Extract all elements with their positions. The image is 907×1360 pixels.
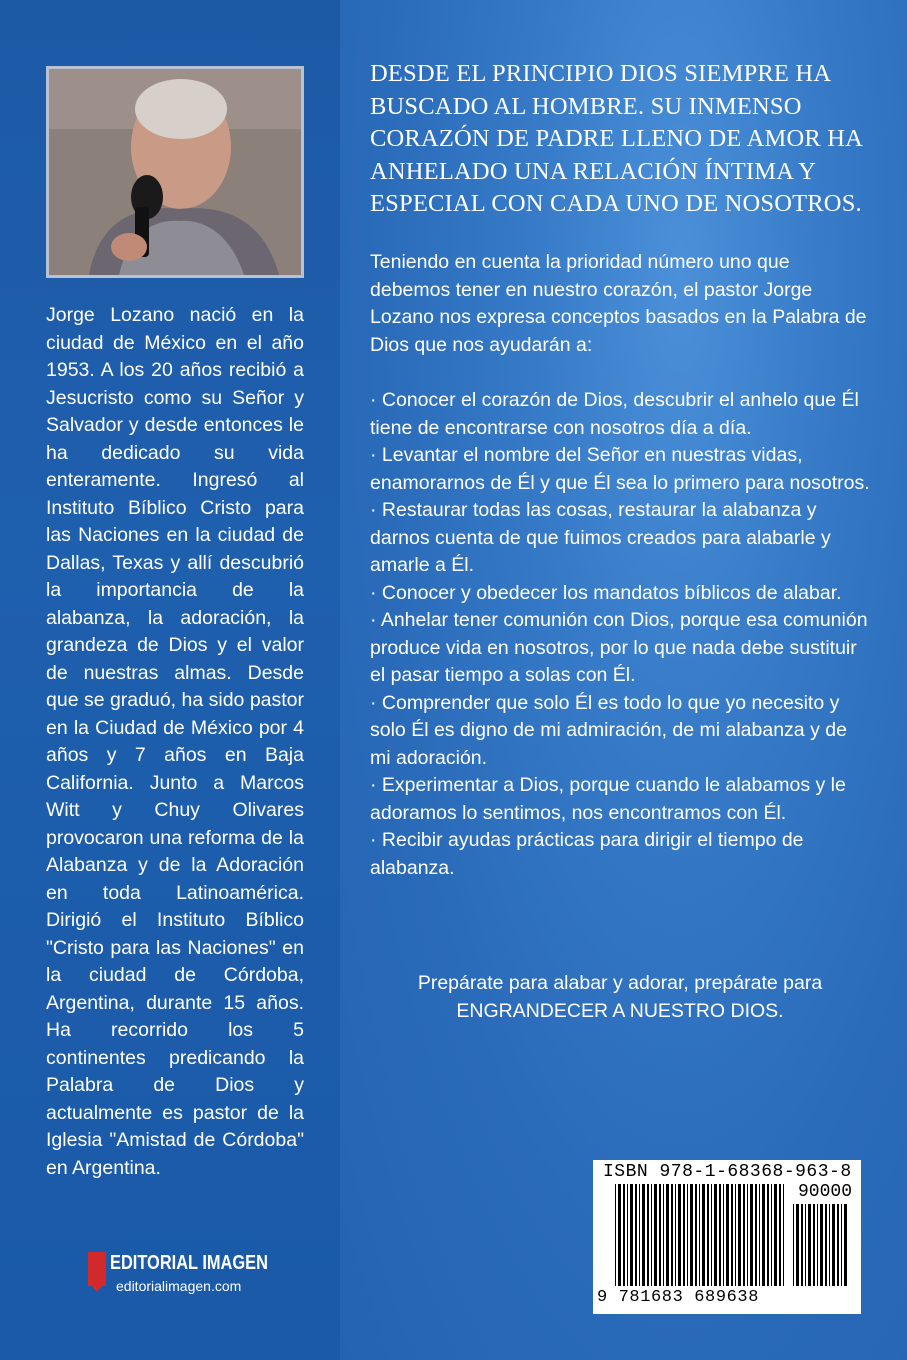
barcode-bar [726,1184,729,1286]
isbn-barcode [593,1160,861,1314]
barcode-bar [659,1184,661,1286]
barcode-bar [808,1204,811,1286]
barcode-bar [750,1184,753,1286]
author-bio: Jorge Lozano nació en la ciudad de México en el año 1953. A los 20 años recibió a Jesucristo como su Señor y Salvador y desde entonces le ha dedicado su vida enteramente. Ingresó al Instituto Bíblico Cristo para las Naciones en la ciudad de Dallas, Texas y allí descubrió la importancia de la alabanza, la adoración, la grandeza de Dios y el valor de nuestras almas. Desde que se graduó, ha sido pastor en la Ciudad de México por 4 años y 7 años en Baja California. Junto a Marcos Witt y Chuy Olivares provocaron una reforma de la Alabanza y de la Adoración en toda Latinoamérica. Dirigió el Instituto Bíblico "Cristo para las Naciones" en la ciudad de Córdoba, Argentina, durante 15 años. Ha recorrido los 5 continentes predicando la Palabra de Dios y actualmente es pastor de la Iglesia "Amistad de Córdoba" en Argentina. [46,304,305,1179]
barcode-bar [805,1204,806,1286]
barcode-bar [647,1184,649,1286]
publisher-name: EDITORIAL IMAGEN [110,1252,268,1274]
closing-line-1: Prepárate para alabar y adorar, prepárate para [417,972,823,994]
barcode-bar [723,1184,724,1286]
author-portrait-image [49,69,301,275]
barcode-bar [829,1204,830,1286]
author-photo [46,66,304,278]
barcode-bar [678,1184,681,1286]
closing-text [370,970,870,1025]
barcode-bar [635,1184,637,1286]
barcode-bar [642,1184,645,1286]
lead-paragraph: Teniendo en cuenta la prioridad número uno que debemos tener en nuestro corazón, el pastor Jorge Lozano nos expresa conceptos basados en la Palabra de Dios que nos ayudarán a: [370,251,867,356]
barcode-bar [783,1184,784,1286]
list-item: · Experimentar a Dios, porque cuando le alabamos y le adoramos lo sentimos, nos encontramos con Él. [370,774,846,824]
barcode-bar [707,1184,709,1286]
barcode-bar [841,1204,842,1286]
barcode-bar [793,1204,794,1286]
barcode-bar [719,1184,721,1286]
publisher-url: editorialimagen.com [116,1278,242,1294]
barcode-bar [774,1184,777,1286]
barcode-bar [817,1204,818,1286]
barcode-bar [671,1184,673,1286]
closing-line-2: ENGRANDECER A NUESTRO DIOS. [456,999,784,1022]
barcode-bar [759,1184,760,1286]
barcode-bar [738,1184,741,1286]
list-item: · Anhelar tener comunión con Dios, porque esa comunión produce vida en nosotros, por lo que nada debe sustituir el pasar tiempo a solas con Él. [370,609,868,686]
barcode-bar [801,1204,803,1286]
barcode-bar [651,1184,652,1286]
barcode-bar [796,1204,799,1286]
barcode-bar [690,1184,693,1286]
barcode-bar [767,1184,769,1286]
barcode-bar [771,1184,772,1286]
isbn-text: ISBN 978-1-68368-963-8 [603,1162,852,1182]
barcode-bar [762,1184,765,1286]
barcode-bar [813,1204,815,1286]
barcode-bar [837,1204,839,1286]
list-item: · Conocer y obedecer los mandatos bíblicos de alabar. [370,581,842,604]
barcode-bar [702,1184,705,1286]
barcode-bar [687,1184,688,1286]
barcode-bar [654,1184,657,1286]
barcode-bar [755,1184,757,1286]
barcode-bar [747,1184,748,1286]
barcode-addon-bars [793,1204,853,1286]
barcode-bar [627,1184,628,1286]
barcode-bar [731,1184,733,1286]
barcode-addon-text: 90000 [797,1182,852,1202]
list-item: · Levantar el nombre del Señor en nuestras vidas, enamorarnos de Él y que Él sea lo primero para nosotros. [370,444,870,494]
list-item: · Restaurar todas las cosas, restaurar la alabanza y darnos cuenta de que fuimos creados para alabarle y amarle a Él. [370,499,831,576]
barcode-bar [639,1184,640,1286]
barcode-digits: 9 781683 689638 [597,1288,760,1307]
benefit-list [370,387,870,882]
barcode-bar [623,1184,625,1286]
list-item: · Recibir ayudas prácticas para dirigir el tiempo de alabanza. [370,829,804,879]
list-item: · Comprender que solo Él es todo lo que yo necesito y solo Él es digno de mi admiración, de mi alabanza y de mi adoración. [370,691,847,769]
barcode-bar [825,1204,827,1286]
barcode-bar [630,1184,633,1286]
barcode-bar [820,1204,823,1286]
barcode-bar [711,1184,712,1286]
barcode-bar [666,1184,669,1286]
barcode-bar [844,1204,847,1286]
barcode-bar [699,1184,700,1286]
barcode-bar [743,1184,745,1286]
barcode-bar [779,1184,781,1286]
barcode-bar [618,1184,621,1286]
intro-heading: DESDE EL PRINCIPIO DIOS SIEMPRE HA BUSCADO AL HOMBRE. SU INMENSO CORAZÓN DE PADRE LLENO DE AMOR HA ANHELADO UNA RELACIÓN ÍNTIMA Y ESPECIAL CON CADA UNO DE NOSOTROS. [370,60,862,217]
barcode-bar [695,1184,697,1286]
barcode-bar [683,1184,685,1286]
barcode-bar [714,1184,717,1286]
barcode-bar [663,1184,664,1286]
list-item: · Conocer el corazón de Dios, descubrir el anhelo que Él tiene de encontrarse con nosotros día a día. [370,389,859,439]
publisher-logo-icon [88,1252,106,1286]
barcode-bar [615,1184,616,1286]
barcode-bar [735,1184,736,1286]
barcode-bar [832,1204,835,1286]
barcode-main-bars [615,1184,787,1286]
barcode-bar [675,1184,676,1286]
